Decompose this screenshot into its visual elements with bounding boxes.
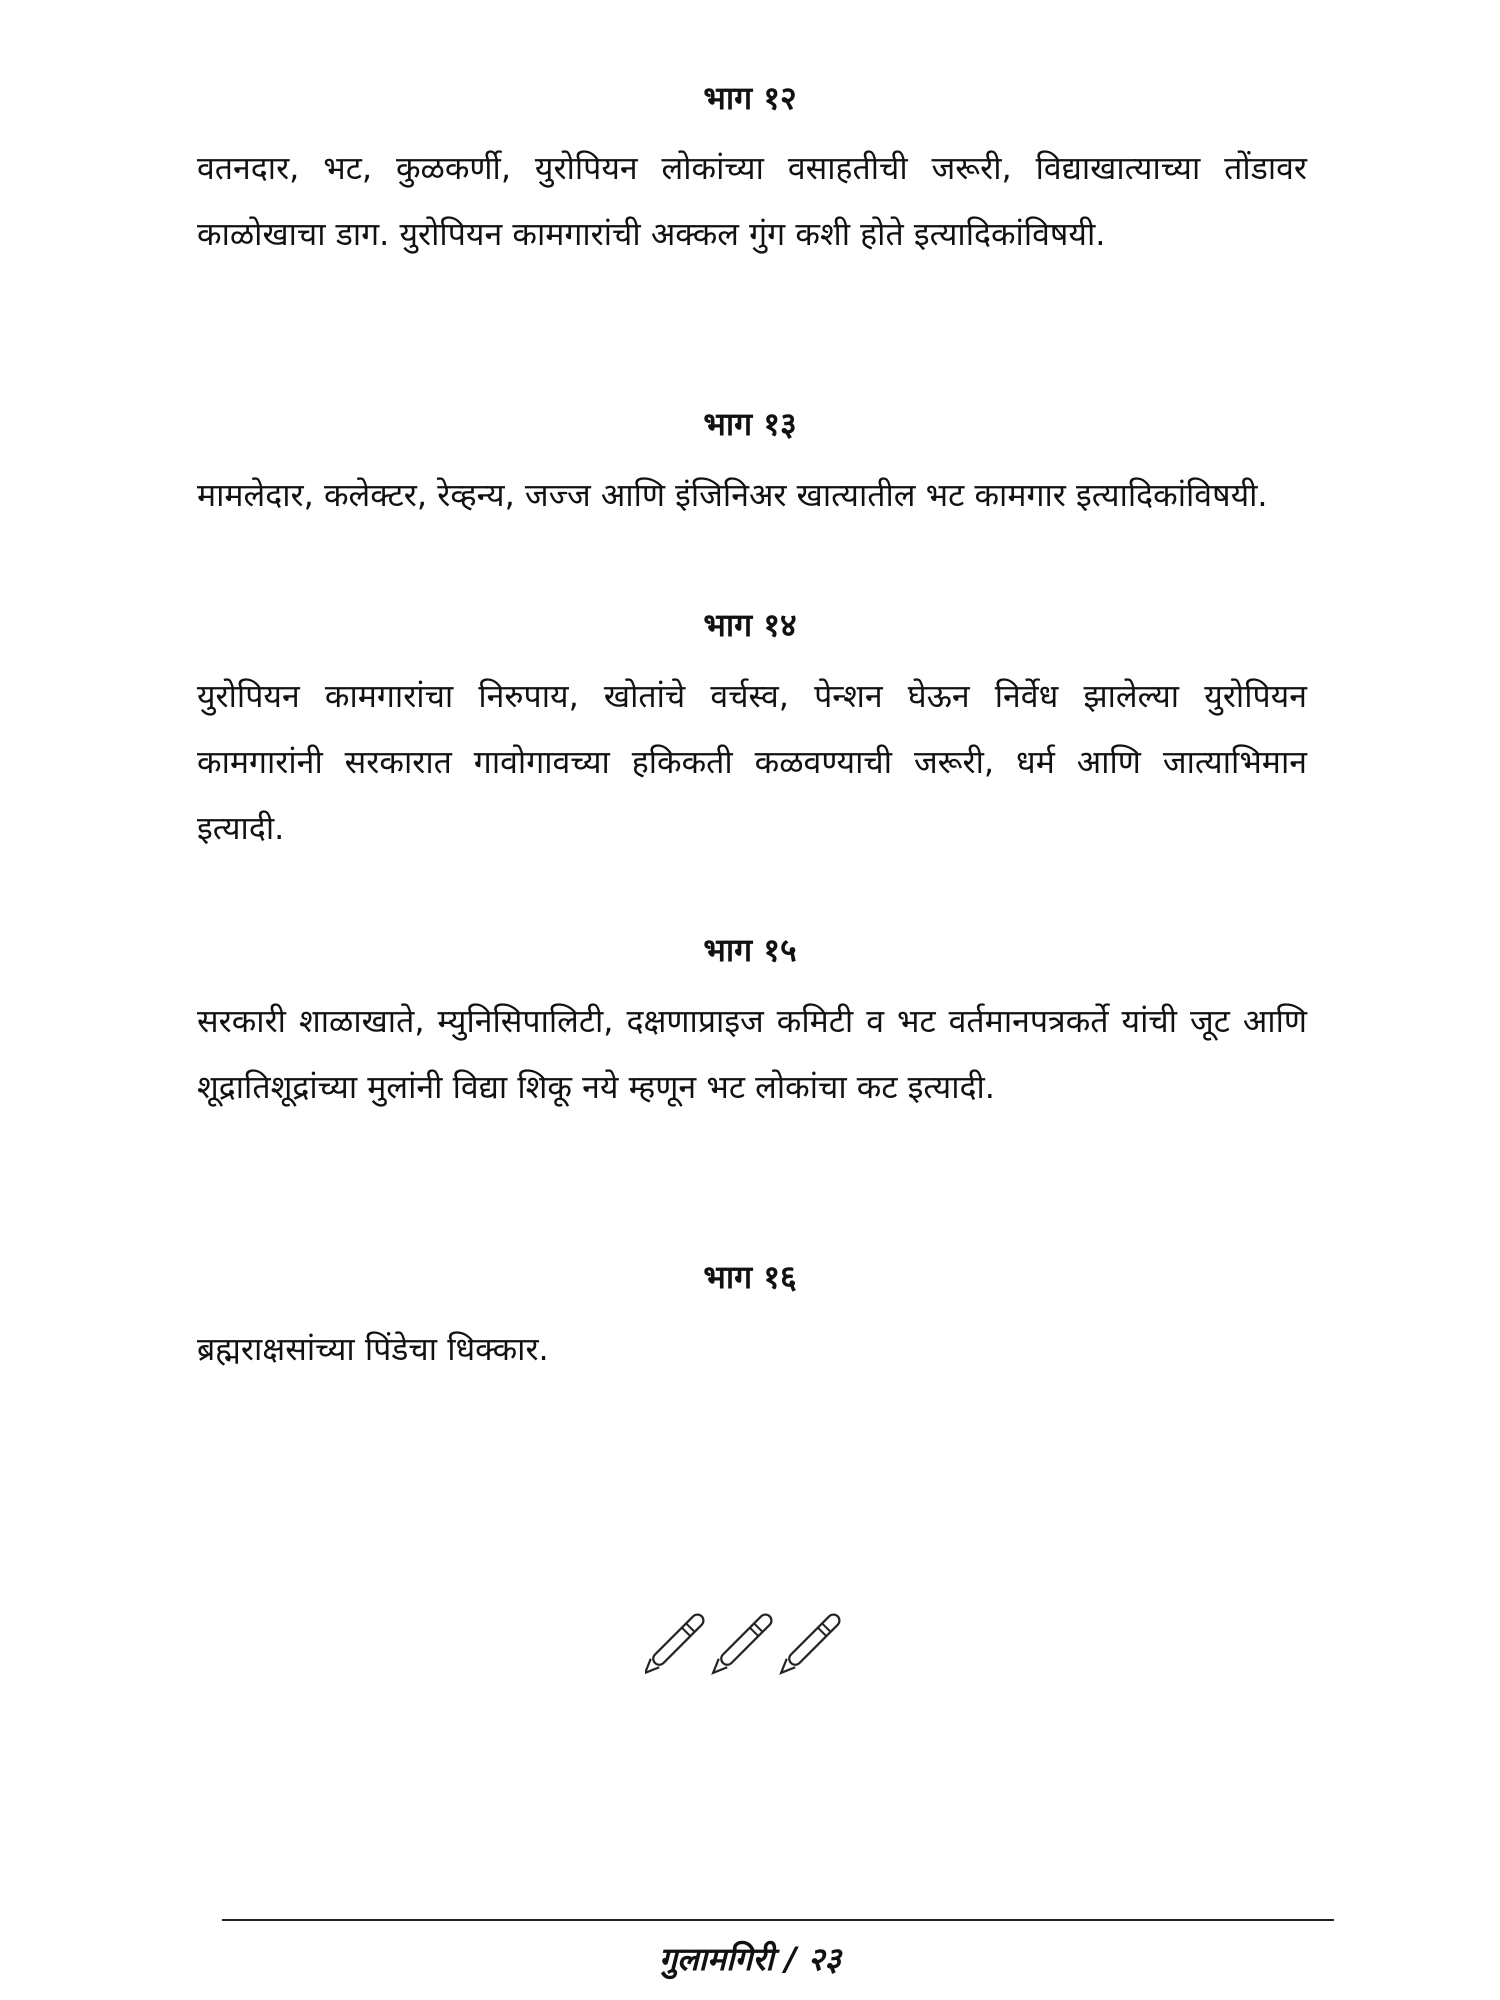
pen-icon (777, 1612, 842, 1675)
section-heading-14: भाग १४ (703, 606, 797, 644)
section-body-12: वतनदार, भट, कुळकर्णी, युरोपियन लोकांच्या वसाहतीची जरूरी, विद्याखात्याच्या तोंडावर काळोखाचा डाग. युरोपियन कामगारांची अक्कल गुंग कशी होते इत्यादिकांविषयी. (197, 149, 1307, 253)
section-body-16: ब्रह्मराक्षसांच्या पिंडेचा धिक्कार. (197, 1330, 549, 1368)
footer-divider (222, 1919, 1334, 1921)
section-heading-12: भाग १२ (703, 79, 797, 117)
three-pens-icon (645, 1595, 865, 1675)
pen-icon (709, 1612, 774, 1675)
section-heading-13: भाग १३ (703, 405, 797, 443)
pen-icon (645, 1612, 706, 1675)
section-heading-15: भाग १५ (703, 931, 797, 969)
section-heading-16: भाग १६ (703, 1258, 797, 1296)
section-body-14: युरोपियन कामगारांचा निरुपाय, खोतांचे वर्चस्व, पेन्शन घेऊन निर्वेध झालेल्या युरोपियन कामगारांनी सरकारात गावोगावच्या हकिकती कळवण्याची जरूरी, धर्म आणि जात्याभिमान इत्यादी. (197, 677, 1307, 847)
section-body-13: मामलेदार, कलेक्टर, रेव्हन्य, जज्ज आणि इंजिनिअर खात्यातील भट कामगार इत्यादिकांविषयी. (197, 476, 1268, 514)
page-footer: गुलामगिरी / २३ (658, 1940, 842, 1978)
section-body-15: सरकारी शाळाखाते, म्युनिसिपालिटी, दक्षणाप्राइज कमिटी व भट वर्तमानपत्रकर्ते यांची जूट आणि शूद्रातिशूद्रांच्या मुलांनी विद्या शिकू नये म्हणून भट लोकांचा कट इत्यादी. (197, 1002, 1307, 1106)
